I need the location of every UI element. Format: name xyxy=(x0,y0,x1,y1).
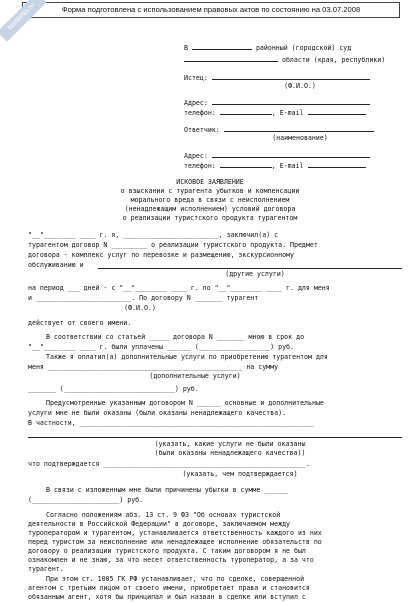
para-7-line-2: агентом с третьим лицом от своего имени, приобретает права и становится xyxy=(28,584,310,592)
specifics-line xyxy=(28,437,402,438)
evidence-hint: (указать, чем подтверждается) xyxy=(182,470,298,478)
phone-label: телефон: xyxy=(184,109,216,117)
para-2-line-2: и ________________________. По договору N _______ турагент xyxy=(28,294,259,302)
title-line-2: морального вреда в связи с неисполнением xyxy=(130,196,290,204)
para-3-line-2: "__"________ ____ г. были уплачены ______ (__________________) руб. xyxy=(28,343,294,351)
para-5-line-2: (______________________) руб. xyxy=(28,496,144,504)
to-prefix: В xyxy=(184,44,188,52)
defendant-contacts-line xyxy=(184,161,366,171)
fio-hint: (Ф.И.О.) xyxy=(124,304,156,312)
legal-notice-banner: Форма подготовлена с использованием правовых актов по состоянию на 03.07.2008 xyxy=(22,2,400,18)
plaintiff-label: Истец: xyxy=(184,74,208,82)
para-3-line-5: _______ (____________________________) руб. xyxy=(28,385,199,393)
defendant-name-hint: (наименование) xyxy=(272,134,328,142)
para-2-line-1: на период ___ дней - с "__"________ ____ г. по "__"________ ____ г. для меня xyxy=(28,284,330,292)
other-services-hint: (другие услуги) xyxy=(225,270,285,278)
title-line-1: о взыскании с турагента убытков и компенсации xyxy=(120,187,300,195)
defendant-address-line xyxy=(184,151,370,161)
para-6-line-7: турагент. xyxy=(28,565,64,573)
other-services-line xyxy=(98,268,402,269)
para-6-line-2: деятельности в Российской Федерации" в договоре, заключаемом между xyxy=(28,520,291,528)
extra-services-hint: (дополнительные услуги) xyxy=(149,372,241,380)
court-label: районный (городской) суд xyxy=(255,44,352,52)
para-1-line-3: договора - комплекс услуг по перевозке и размещению, экскурсионному xyxy=(28,251,294,259)
plaintiff-address-line xyxy=(184,98,370,108)
para-1-line-4: обслуживанию и xyxy=(28,261,84,269)
plaintiff-fio-hint: (Ф.И.О.) xyxy=(284,82,316,90)
para-4-line-1: Предусмотренные указанным договором N ______ основные и дополнительные xyxy=(46,399,324,407)
plaintiff-contacts-line xyxy=(184,108,366,118)
email-label-2: , E-mail xyxy=(271,162,304,170)
defendant-label: Ответчик: xyxy=(184,126,220,134)
para-6-line-6: ознакомлен и не знаю, за что несет ответственность туроператор, а за что xyxy=(28,556,314,564)
para-7-line-3: обязанным агент, хотя бы принципал и был назван в сделке или вступил с xyxy=(28,593,306,601)
para-2-line-3: действует от своего имени. xyxy=(28,319,132,327)
phone-label-2: телефон: xyxy=(184,162,216,170)
para-4-line-4: что подтверждается ___________________________________________________. xyxy=(28,460,310,468)
para-1-line-1: "__"________ ____ г. я, ________________________, заключил(а) с xyxy=(28,231,279,239)
para-7-line-1: При этом ст. 1005 ГК РФ устанавливает, что по сделке, совершенной xyxy=(46,575,305,583)
title-line-4: о реализации туристского продукта турагентом xyxy=(122,214,298,222)
para-6-line-1: Согласно положениям абз. 13 ст. 9 ФЗ "Об основах туристской xyxy=(46,511,281,519)
specifics-hint-2: (были оказаны ненадлежащего качества)) xyxy=(154,449,306,457)
para-3-line-1: В соответствии со статьей _____ договора N _______ мною в срок до xyxy=(46,333,305,341)
para-6-line-4: перед туристом за неисполнение или ненадлежащее исполнение обязательств по xyxy=(28,538,322,546)
court-line xyxy=(184,43,351,53)
para-3-line-4: меня _________________________________________________ на сумму xyxy=(28,363,279,371)
document-heading: ИСКОВОЕ ЗАЯВЛЕНИЕ xyxy=(176,178,244,186)
address-label: Адрес: xyxy=(184,99,208,107)
site-watermark: NoNeNa.ru xyxy=(0,0,47,42)
specifics-hint-1: (указать, какие услуги не были оказаны xyxy=(154,440,306,448)
para-3-line-3: Также я оплатил(а) дополнительные услуги по приобретению турагентом для xyxy=(46,353,328,361)
para-5-line-1: В связи с изложенным мне были причинены убытки в сумме ______ xyxy=(46,486,289,494)
title-line-3: (ненадлежащим исполнением) условий договора xyxy=(124,205,296,213)
region-line xyxy=(184,55,385,65)
para-4-line-3: В частности, ___________________________________________________________ xyxy=(28,419,314,427)
para-1-line-2: турагентом договор N _________ о реализации туристского продукта. Предмет xyxy=(28,241,318,249)
para-4-line-2: услуги мне не были оказаны (были оказаны ненадлежащего качества). xyxy=(28,409,287,417)
para-6-line-3: туроператором и турагентом, устанавливается ответственность каждого из них xyxy=(28,529,322,537)
para-6-line-5: договору о реализации туристского продукта. С таким договором я не был xyxy=(28,547,306,555)
email-label: , E-mail xyxy=(271,109,304,117)
region-label: области (края, республики) xyxy=(281,56,386,64)
address-label-2: Адрес: xyxy=(184,152,208,160)
